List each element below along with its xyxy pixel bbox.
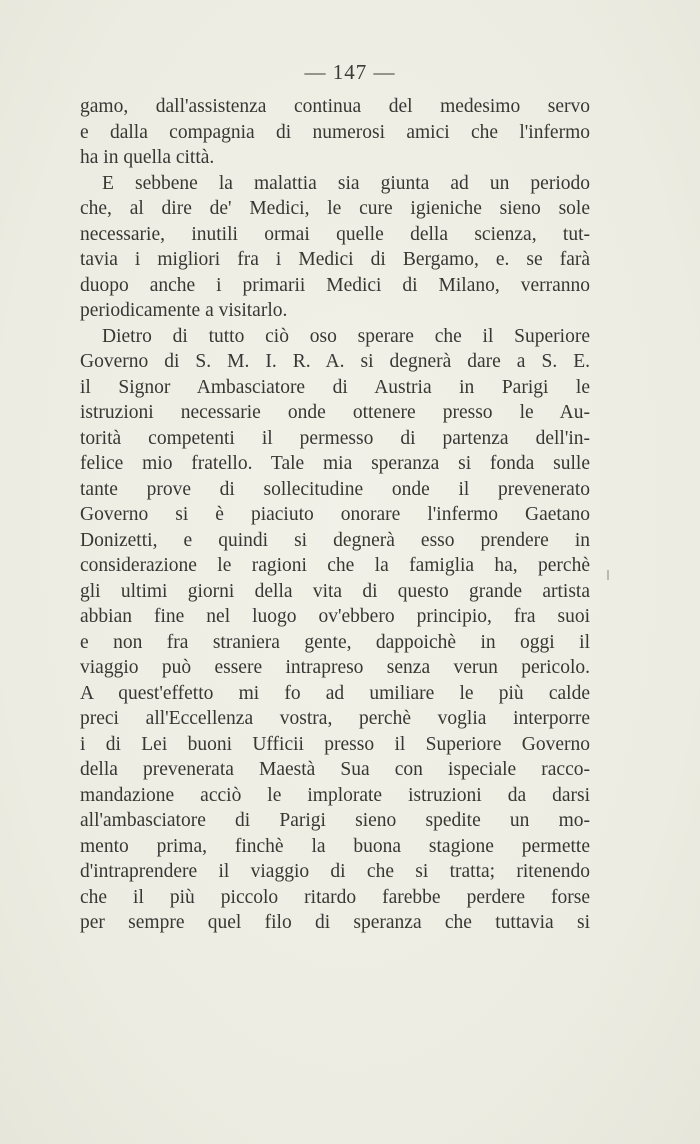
paragraph-2 — [80, 171, 590, 324]
text-line: felice mio fratello. Tale mia speranza si fonda sulle — [80, 453, 590, 474]
text-line: d'intraprendere il viaggio di che si tratta; ritenendo — [80, 861, 590, 882]
text-line: mento prima, finchè la buona stagione permette — [80, 835, 590, 857]
text-line: Donizetti, e quindi si degnerà esso prendere in — [80, 529, 590, 551]
text-line: tavia i migliori fra i Medici di Bergamo, e. se farà — [80, 249, 590, 270]
text-line: duopo anche i primarii Medici di Milano, verranno — [80, 274, 590, 296]
text-line: e non fra straniera gente, dappoichè in oggi il — [80, 631, 590, 653]
text-line: abbian fine nel luogo ov'ebbero principio, fra suoi — [80, 606, 590, 627]
text-line: che il più piccolo ritardo farebbe perdere forse — [80, 886, 590, 908]
text-line: tante prove di sollecitudine onde il prevenerato — [80, 478, 590, 500]
text-line: della prevenerata Maestà Sua con ispeciale racco- — [80, 759, 590, 780]
page-number: — 147 — — [304, 60, 396, 84]
text-line: periodicamente a visitarlo. — [80, 300, 288, 321]
text-line: mandazione acciò le implorate istruzioni da darsi — [80, 784, 590, 806]
body-text — [80, 94, 590, 936]
text-line: ha in quella città. — [80, 147, 215, 168]
text-line: Governo si è piaciuto onorare l'infermo Gaetano — [80, 504, 590, 525]
text-line: torità competenti il permesso di partenza dell'in- — [80, 427, 590, 449]
paragraph-3 — [80, 324, 590, 936]
paragraph-1 — [80, 94, 590, 171]
text-line: gamo, dall'assistenza continua del medesimo servo — [80, 96, 590, 117]
text-line: A quest'effetto mi fo ad umiliare le più calde — [80, 682, 590, 704]
text-line: all'ambasciatore di Parigi sieno spedite un mo- — [80, 810, 590, 831]
text-line: Governo di S. M. I. R. A. si degnerà dare a S. E. — [80, 351, 590, 372]
print-speck — [607, 570, 609, 580]
text-line: preci all'Eccellenza vostra, perchè voglia interporre — [80, 708, 590, 729]
text-line: Dietro di tutto ciò oso sperare che il Superiore — [102, 325, 590, 347]
text-line: viaggio può essere intrapreso senza verun pericolo. — [80, 657, 590, 678]
text-line: per sempre quel filo di speranza che tuttavia si — [80, 912, 590, 933]
text-line: necessarie, inutili ormai quelle della scienza, tut- — [80, 223, 590, 245]
text-line: che, al dire de' Medici, le cure igieniche sieno sole — [80, 198, 590, 219]
text-line: il Signor Ambasciatore di Austria in Parigi le — [80, 376, 590, 398]
text-line: gli ultimi giorni della vita di questo grande artista — [80, 580, 590, 602]
text-line: E sebbene la malattia sia giunta ad un periodo — [102, 172, 590, 194]
text-line: considerazione le ragioni che la famiglia ha, perchè — [80, 555, 590, 576]
text-line: i di Lei buoni Ufficii presso il Superiore Governo — [80, 733, 590, 755]
text-line: istruzioni necessarie onde ottenere presso le Au- — [80, 402, 590, 423]
text-line: e dalla compagnia di numerosi amici che l'infermo — [80, 121, 590, 143]
